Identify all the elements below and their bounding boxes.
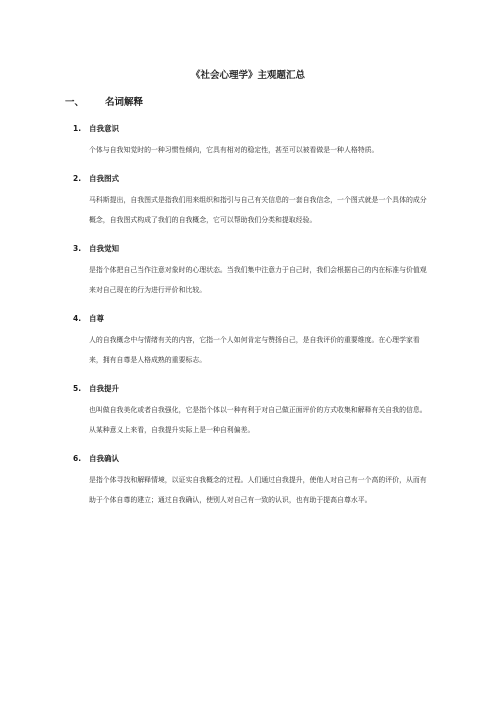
term-heading [0,311,496,326]
term-heading [0,121,496,136]
term-entry [0,451,496,510]
term-entry [0,381,496,440]
term-number: 5. [73,384,82,393]
term-name: 自我意识 [89,124,119,133]
term-name: 自我觉知 [89,244,119,253]
term-entry [0,121,496,160]
term-number: 6. [73,454,82,463]
section-title: 名词解释 [105,97,144,108]
term-entry [0,311,496,370]
term-definition: 是指个体把自己当作注意对象时的心理状态。当我们集中注意力于自己时，我们会根据自己的内在标准与价值观来对自己现在的行为进行评价和比较。 [89,266,427,294]
term-name: 自我图式 [89,174,119,183]
term-number: 2. [73,174,82,183]
section-number: 一、 [65,97,85,108]
term-name: 自我确认 [89,454,119,463]
term-heading [0,241,496,256]
term-heading [0,171,496,186]
term-definition: 是指个体寻找和解释情境，以证实自我概念的过程。人们通过自我提升，使他人对自己有一个高的评价，从而有助于个体自尊的建立；通过自我确认，使别人对自己有一致的认识，也有助于提高自尊水平。 [89,476,427,504]
term-definition: 个体与自我知觉时的一种习惯性倾向，它具有相对的稳定性，甚至可以被看做是一种人格特质。 [89,146,379,154]
term-heading [0,381,496,396]
term-definition: 也叫做自我美化或者自我强化，它是指个体以一种有利于对自己做正面评价的方式收集和解释有关自我的信息。从某种意义上来看，自我提升实际上是一种自利偏差。 [89,406,427,434]
term-heading [0,451,496,466]
term-name: 自尊 [89,314,104,323]
term-entry [0,171,496,230]
document-title: 《社会心理学》主观题汇总 [190,70,305,81]
term-definition: 人的自我概念中与情绪有关的内容，它指一个人如何肯定与赞扬自己，是自我评价的重要维度。在心理学家看来，拥有自尊是人格成熟的重要标志。 [89,336,420,364]
term-definition: 马科斯提出，自我图式是指我们用来组织和指引与自己有关信息的一套自我信念，一个图式就是一个具体的成分概念，自我图式构成了我们的自我概念，它可以帮助我们分类和提取经验。 [89,196,427,224]
term-entry [0,241,496,300]
term-number: 4. [73,314,82,323]
section-heading [65,96,143,110]
term-number: 1. [73,124,82,133]
term-number: 3. [73,244,82,253]
term-name: 自我提升 [89,384,119,393]
term-list [0,121,496,521]
